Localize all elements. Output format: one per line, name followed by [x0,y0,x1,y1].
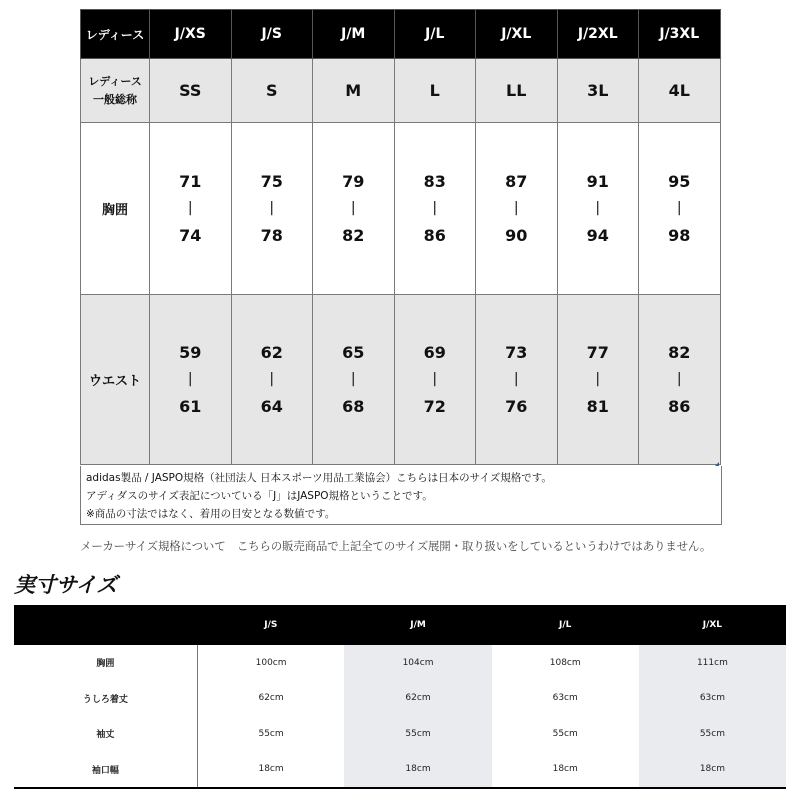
range-max: 90 [505,226,528,245]
size-header-row [81,10,721,59]
actual-cell: 104cm [344,645,491,681]
actual-row [14,716,786,752]
actual-row [14,645,786,681]
alias-cell: SS [150,59,232,123]
actual-row-label: 袖丈 [14,716,197,752]
size-col-header: J/S [231,10,313,59]
range-max: 61 [179,397,202,416]
range-max: 68 [342,397,365,416]
chest-cell [313,123,395,295]
range-max: 98 [668,226,691,245]
chest-cell [639,123,721,295]
size-col-header: J/3XL [639,10,721,59]
range-separator: | [269,371,275,387]
actual-row [14,681,786,717]
actual-row [14,752,786,789]
alias-row-label [81,59,150,123]
range-min: 77 [586,343,609,362]
chest-cell [394,123,476,295]
range-min: 59 [179,343,202,362]
chest-row [81,123,721,295]
waist-cell [639,295,721,465]
range-min: 65 [342,343,365,362]
size-col-header: J/XL [476,10,558,59]
corner-label: レディース [81,10,150,59]
actual-cell: 55cm [258,728,284,739]
actual-cell: 55cm [552,728,578,739]
actual-cell: 18cm [344,752,491,789]
range-separator: | [513,200,519,216]
size-col-header: J/2XL [557,10,639,59]
actual-corner-cell [14,605,197,645]
range-min: 71 [179,172,202,191]
actual-row-label: 袖口幅 [14,752,197,789]
note-line: adidas製品 / JASPO規格（社団法人 日本スポーツ用品工業協会）こちらは日本のサイズ規格です。 [86,472,552,484]
actual-cell: 63cm [639,681,786,717]
waist-row-label: ウエスト [81,295,150,465]
alias-cell: M [313,59,395,123]
range-max: 82 [342,226,365,245]
actual-cell: 111cm [639,645,786,681]
range-min: 83 [423,172,446,191]
actual-cell: 62cm [344,681,491,717]
alias-label-line: 一般総称 [93,92,137,106]
actual-cell: 18cm [197,752,344,789]
waist-cell [313,295,395,465]
chart-notes [80,466,722,525]
actual-cell: 18cm [639,752,786,789]
note-line: ※商品の寸法ではなく、着用の目安となる数値です。 [86,508,336,520]
range-max: 94 [586,226,609,245]
size-col-header: J/XS [150,10,232,59]
chest-cell [231,123,313,295]
range-max: 72 [423,397,446,416]
range-min: 95 [668,172,691,191]
chest-cell [150,123,232,295]
range-min: 73 [505,343,528,362]
range-min: 75 [260,172,283,191]
waist-cell [394,295,476,465]
size-col-header: J/M [313,10,395,59]
size-chart-table [80,9,721,465]
actual-col-header: J/L [492,605,639,645]
range-separator: | [350,200,356,216]
actual-cell: 18cm [492,752,639,789]
actual-row-label: 胸囲 [14,645,197,681]
actual-cell: 108cm [549,657,581,668]
alias-cell: 3L [557,59,639,123]
actual-header-row [14,605,786,645]
waist-row [81,295,721,465]
maker-size-note: メーカーサイズ規格について こちらの販売商品で上記全てのサイズ展開・取り扱いをしているというわけではありません。 [80,539,712,553]
range-separator: | [350,371,356,387]
range-max: 76 [505,397,528,416]
range-max: 74 [179,226,202,245]
range-separator: | [676,200,682,216]
range-min: 91 [586,172,609,191]
range-min: 82 [668,343,691,362]
actual-col-header: J/XL [639,605,786,645]
alias-label-line: レディース [88,74,142,88]
actual-cell: 63cm [552,693,578,704]
range-separator: | [676,371,682,387]
chest-row-label: 胸囲 [81,123,150,295]
range-separator: | [187,200,193,216]
range-separator: | [595,371,601,387]
section-title: 実寸サイズ [14,573,118,597]
chest-cell [476,123,558,295]
alias-cell: S [231,59,313,123]
actual-cell: 100cm [255,657,287,668]
range-separator: | [187,371,193,387]
range-max: 86 [668,397,691,416]
actual-row-label: うしろ着丈 [14,681,197,717]
actual-cell: 55cm [344,716,491,752]
waist-cell [476,295,558,465]
actual-cell: 55cm [639,716,786,752]
range-separator: | [269,200,275,216]
alias-cell: LL [476,59,558,123]
size-col-header: J/L [394,10,476,59]
alias-cell: L [394,59,476,123]
range-max: 78 [260,226,283,245]
waist-cell [557,295,639,465]
waist-cell [150,295,232,465]
range-max: 86 [423,226,446,245]
range-min: 69 [423,343,446,362]
range-min: 62 [260,343,283,362]
alias-cell: 4L [639,59,721,123]
actual-size-table [14,605,786,789]
range-min: 87 [505,172,528,191]
alias-row [81,59,721,123]
chest-cell [557,123,639,295]
range-min: 79 [342,172,365,191]
range-max: 64 [260,397,283,416]
note-line: アディダスのサイズ表記についている「J」はJASPO規格ということです。 [86,490,433,502]
waist-cell [231,295,313,465]
range-separator: | [432,371,438,387]
actual-col-header: J/M [344,605,491,645]
range-separator: | [595,200,601,216]
actual-col-header: J/S [197,605,344,645]
range-separator: | [513,371,519,387]
actual-cell: 62cm [258,693,284,704]
range-max: 81 [586,397,609,416]
range-separator: | [432,200,438,216]
